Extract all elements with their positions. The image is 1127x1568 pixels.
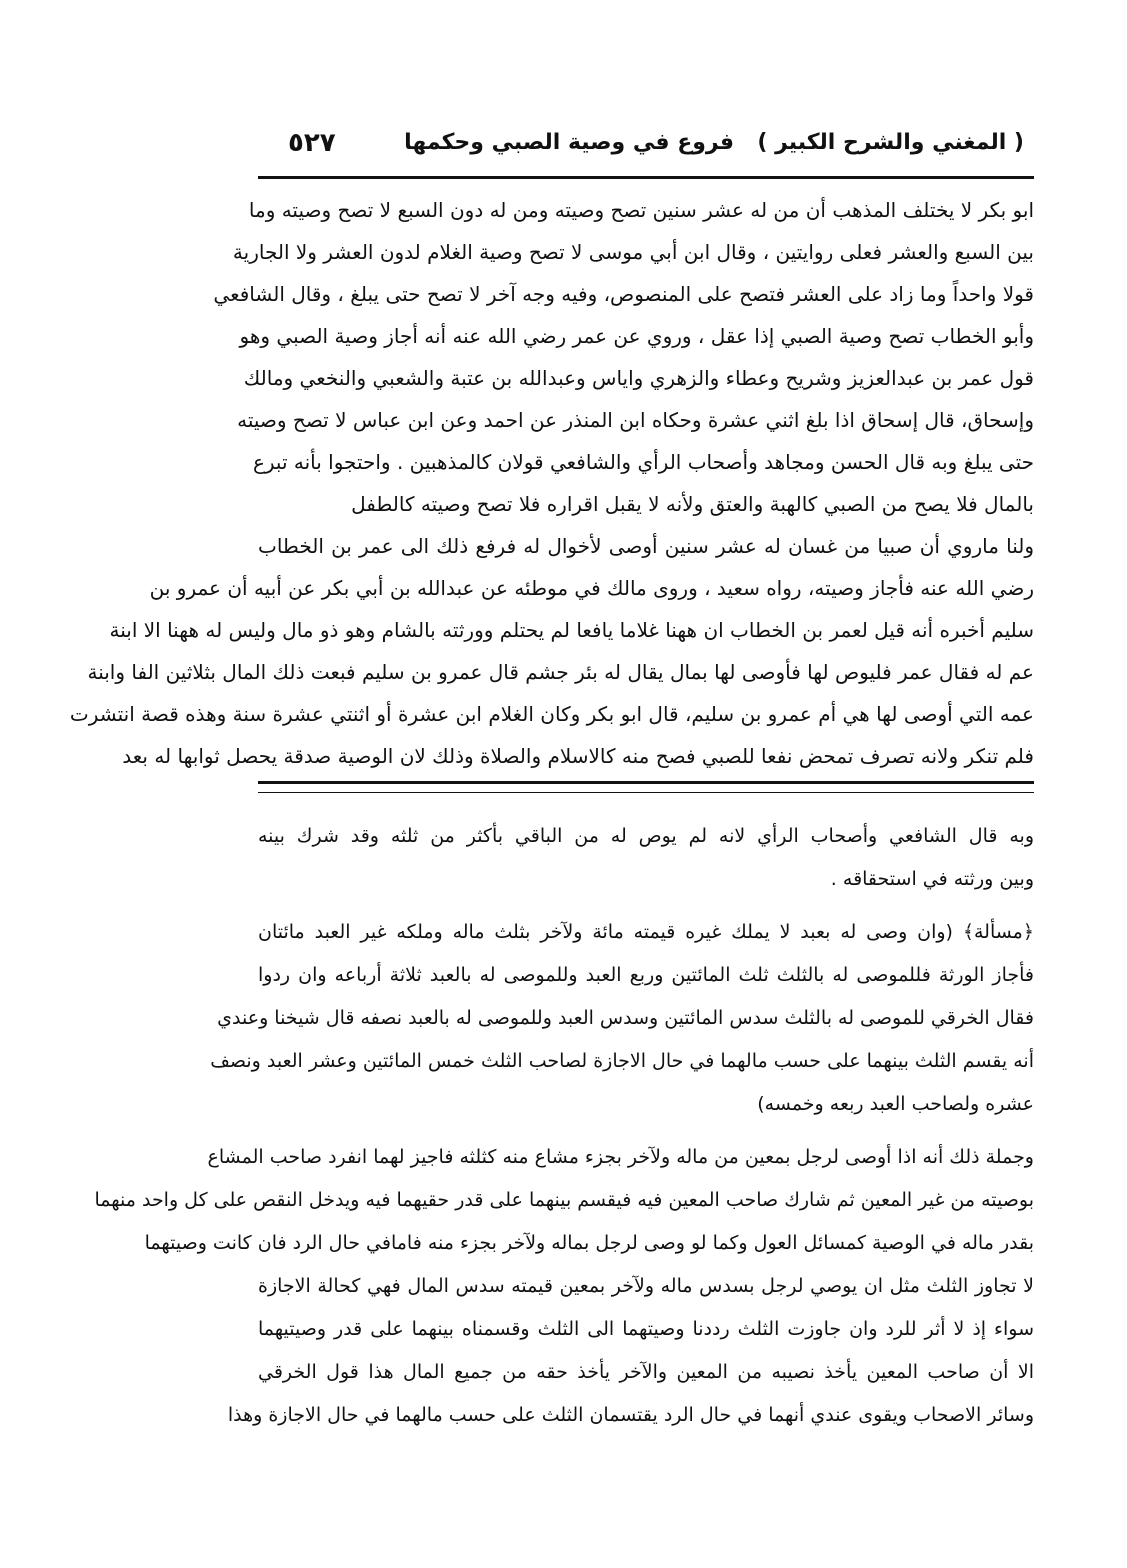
upper-text-block: [69, 189, 1034, 777]
text-line: أنه يقسم الثلث بينهما على حسب مالهما في حال الاجازة لصاحب الثلث خمس المائتين وعشر العبد ونصف: [210, 1050, 1034, 1072]
text-line: وبه قال الشافعي وأصحاب الرأي لانه لم يوص له من الباقي بأكثر من ثلثه وقد شرك بينه: [258, 825, 1034, 847]
text-line: عم له فقال عمر فليوص لها فأوصى لها بمال يقال له بئر جشم قال عمرو بن سليم فبعت ذلك المال بثلاثين الفا وابنة: [87, 660, 1034, 684]
text-line: فقال الخرقي للموصى له بالثلث سدس المائتين وسدس العبد وللموصى له بالعبد نصفه قال شيخنا وعندي: [217, 1007, 1034, 1029]
text-line: عمه التي أوصى لها هي أم عمرو بن سليم، قال ابو بكر وكان الغلام ابن عشرة أو اثنتي عشرة سنة وهذه قصة انتشرت: [69, 702, 1034, 726]
text-line: بين السبع والعشر فعلى روايتين ، وقال ابن أبي موسى لا تصح وصية الغلام لدون العشر ولا الجارية: [232, 240, 1034, 264]
text-line: لا تجاوز الثلث مثل ان يوصي لرجل بسدس ماله ولآخر بمعين قيمته سدس المال فهي كحالة الاجازة: [258, 1275, 1034, 1297]
text-line: ﴿مسألة﴾ (وان وصى له بعبد لا يملك غيره قيمته مائة ولآخر بثلث ماله وملكه غير العبد مائتان: [258, 921, 1034, 943]
text-line: رضي الله عنه فأجاز وصيته، رواه سعيد ، وروى مالك في موطئه عن عبدالله بن أبي بكر عن أبيه أن عمرو بن: [149, 576, 1034, 600]
text-line: وإسحاق، قال إسحاق اذا بلغ اثني عشرة وحكاه ابن المنذر عن احمد وعن ابن عباس لا تصح وصيته: [237, 408, 1034, 432]
text-line: وجملة ذلك أنه اذا أوصى لرجل بمعين من ماله ولآخر بجزء مشاع منه كثلثه فاجيز لهما انفرد صاحب المشاع: [207, 1146, 1034, 1168]
text-line: حتى يبلغ وبه قال الحسن ومجاهد وأصحاب الرأي والشافعي قولان كالمذهبين . واحتجوا بأنه تبرع: [252, 450, 1034, 474]
text-line: وسائر الاصحاب ويقوى عندي أنهما في حال الرد يقتسمان الثلث على حسب مالهما في حال الاجازة وهذا: [227, 1404, 1034, 1426]
page: [69, 126, 1034, 1437]
text-line: فلم تنكر ولانه تصرف تمحض نفعا للصبي فصح منه كالاسلام والصلاة وذلك لان الوصية صدقة يحصل ثوابها له بعد: [122, 744, 1034, 768]
text-line: سليم أخبره أنه قيل لعمر بن الخطاب ان ههنا غلاما يافعا لم يحتلم وورثته بالشام وهو ذو مال وليس له ههنا الا ابنة: [109, 618, 1034, 642]
paragraph: [94, 1136, 1034, 1437]
text-line: الا أن صاحب المعين يأخذ نصيبه من المعين والآخر يأخذ حقه من جميع المال هذا قول الخرقي: [258, 1361, 1034, 1383]
text-line: قولا واحداً وما زاد على العشر فتصح على المنصوص، وفيه وجه آخر لا تصح حتى يبلغ ، وقال الشافعي: [213, 282, 1034, 306]
text-line: بوصيته من غير المعين ثم شارك صاحب المعين فيه فيقسم بينهما على قدر حقيهما فيه ويدخل النقص على كل واحد منهما: [94, 1189, 1034, 1211]
page-header: [258, 126, 1034, 179]
text-line: بقدر ماله في الوصية كمسائل العول وكما لو وصى لرجل بماله ولآخر بجزء منه فامافي حال الرد فان كانت وصيتهما: [144, 1232, 1034, 1254]
text-line: فأجاز الورثة فللموصى له بالثلث ثلث المائتين وربع العبد وللموصى له بالعبد ثلاثة أرباعه وان ردوا: [258, 964, 1034, 986]
text-line: بالمال فلا يصح من الصبي كالهبة والعتق ولأنه لا يقبل اقراره فلا تصح وصيته كالطفل: [351, 492, 1034, 516]
text-line: وأبو الخطاب تصح وصية الصبي إذا عقل ، وروي عن عمر رضي الله عنه أنه أجاز وصية الصبي وهو: [239, 324, 1034, 348]
text-line: قول عمر بن عبدالعزيز وشريح وعطاء والزهري واياس وعبدالله بن عتبة والشعبي والنخعي ومالك: [243, 366, 1034, 390]
section-divider: [258, 781, 1034, 793]
paragraph: [210, 911, 1034, 1126]
chapter-title: فروع في وصية الصبي وحكمها: [404, 130, 734, 155]
text-line: سواء إذ لا أثر للرد وان جاوزت الثلث رددنا وصيتهما الى الثلث وقسمناه بينهما على قدر وصيتيهما: [258, 1318, 1034, 1340]
text-line: ولنا ماروي أن صبيا من غسان له عشر سنين أوصى لأخوال له فرفع ذلك الى عمر بن الخطاب: [258, 534, 1034, 558]
text-line: عشره ولصاحب العبد ربعه وخمسه): [757, 1093, 1034, 1115]
page-number: ٥٢٧: [288, 128, 336, 158]
book-title: ( المغني والشرح الكبير ): [757, 130, 1024, 155]
text-line: وبين ورثته في استحقاقه .: [830, 868, 1034, 890]
lower-text-block: [94, 815, 1034, 1437]
paragraph: [258, 815, 1034, 901]
text-line: ابو بكر لا يختلف المذهب أن من له عشر سنين تصح وصيته ومن له دون السبع لا تصح وصيته وما: [248, 198, 1034, 222]
